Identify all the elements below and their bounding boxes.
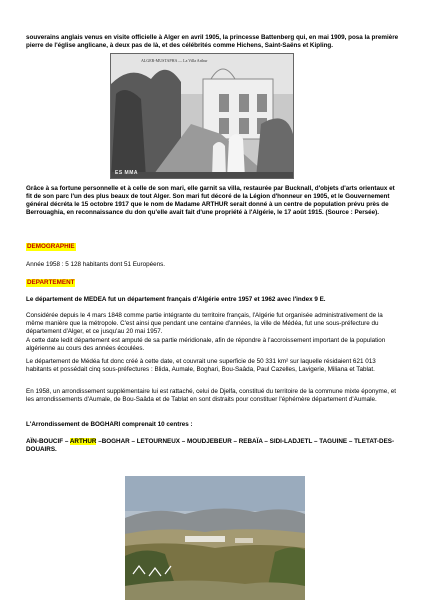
departement-paragraph-3: Le département de Médéa fut donc créé à cette date, et couvrait une superficie de 50 331 km² sur laquelle résidaient 621 013 habitants et possédait cinq sous-préfectures : Blida, Aumale, Boghari, Bou-Saâda, Paul Cazelles, Lavigerie, Miliana et Tablat. xyxy=(26,358,376,374)
fortune-paragraph: Grâce à sa fortune personnelle et à celle de son mari, elle garnit sa villa, restaurée par Bucknall, d'objets d'arts orientaux et fit de son parc l'un des plus beaux de tout Alger. Son mari fut décoré de la Légion d'honneur en 1905, et le Gouvernement général décréta le 15 octobre 1917 que le nom de Madame ARTHUR serait donné à un centre de population prévu près de Berrouaghia, en reconnaissance du don qu'elle avait fait d'une propriété à l'Algérie, le 17 août 1915. (Source : Persée). xyxy=(26,185,395,217)
villa-arthur-photo xyxy=(110,53,294,179)
departement-intro: Le département de MEDEA fut un département français d'Algérie entre 1957 et 1962 avec l'index 9 E. xyxy=(26,296,326,303)
centres-before: AÏN-BOUCIF – xyxy=(26,438,70,445)
departement-heading: DEPARTEMENT xyxy=(27,279,75,286)
photo-watermark: ES MMA xyxy=(115,170,138,176)
photo-caption: ALGER-MUSTAPHA — La Villa Arthur xyxy=(141,58,208,63)
villa-photo-drawing xyxy=(111,54,293,178)
arrondissement-centres xyxy=(26,438,400,454)
intro-paragraph: souverains anglais venus en visite officielle à Alger en avril 1905, la princesse Battenberg qui, en mai 1909, posa la première pierre de l'église anglicane, à deux pas de là, et des célébrités comme Hichens, Saint-Saëns et Kipling. xyxy=(26,34,399,50)
departement-paragraph-2: A cette date ledit département est amputé de sa partie méridionale, afin de répondre à l'accroissement important de la population algérienne au cours des années écoulées. xyxy=(26,337,386,353)
departement-paragraph-1: Considérée depuis le 4 mars 1848 comme partie intégrante du territoire français, l'Algérie fut organisée administrativement de la même manière que la métropole. C'est ainsi que pendant une centaine d'années, la ville de Médéa, fut une sous-préfecture du département d'Alger, et ce jusqu'au 20 mai 1957. xyxy=(26,312,383,336)
arrondissement-title: L'Arrondissement de BOGHARI comprenait 10 centres : xyxy=(26,421,193,428)
departement-paragraph-4: En 1958, un arrondissement supplémentaire lui est rattaché, celui de Djelfa, constitué du territoire de la commune mixte éponyme, et les arrondissements d'Aumale, de Bou-Saâda et de Tablat en sont distraits pour constituer l'éphémère département d'Aumale. xyxy=(26,388,396,404)
centre-arthur-highlight: ARTHUR xyxy=(69,438,97,445)
demographie-text: Année 1958 : 5 128 habitants dont 51 Européens. xyxy=(26,261,165,268)
landscape-drawing xyxy=(125,476,305,600)
centres-after: –BOGHAR – LETOURNEUX – MOUDJEBEUR – REBAÏA – SIDI-LADJETL – TAGUINE – TLETAT-DES-DOUAIRS. xyxy=(26,438,395,454)
demographie-heading: DEMOGRAPHIE xyxy=(27,243,75,250)
landscape-photo xyxy=(125,476,305,600)
